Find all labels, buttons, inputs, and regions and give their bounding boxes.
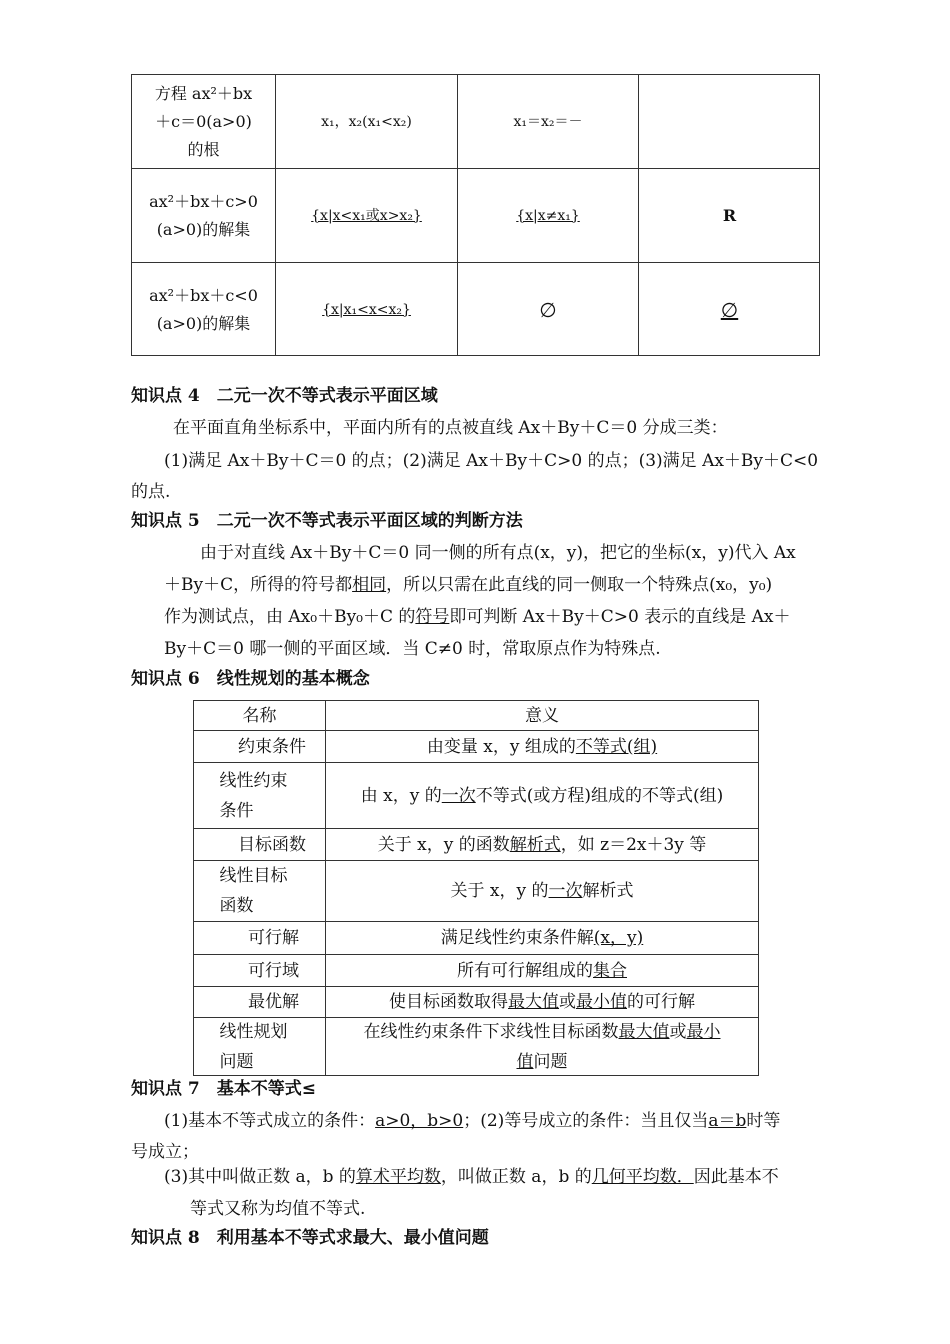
kp7-paragraph-3: (3)其中叫做正数 a，b 的算术平均数，叫做正数 a，b 的几何平均数．因此基本不 xyxy=(164,1167,779,1187)
kp7-paragraph-2: 号成立； xyxy=(131,1142,199,1162)
row-label-gt: ax²＋bx＋c>0 (a>0)的解集 xyxy=(149,191,258,239)
meaning-linear-programming: 在线性约束条件下求线性目标函数最大值或最小值问题 xyxy=(363,1021,721,1072)
kp5-line-4: By＋C＝0 哪一侧的平面区域．当 C≠0 时，常取原点作为特殊点. xyxy=(164,639,661,659)
kp7-paragraph-4: 等式又称为均值不等式. xyxy=(190,1199,366,1219)
term-constraint: 约束条件 xyxy=(238,736,306,757)
term-linear-constraint: 线性约束条件 xyxy=(219,770,288,821)
meaning-feasible-solution: 满足线性约束条件解 (x，y) xyxy=(440,928,644,948)
cell-lt-equal: ∅ xyxy=(539,297,557,322)
term-objective: 目标函数 xyxy=(238,834,306,855)
cell-roots-none xyxy=(639,75,820,168)
linear-programming-table xyxy=(193,700,759,1076)
meaning-linear-constraint: 由 x，y 的一次不等式(或方程)组成的不等式(组) xyxy=(360,785,724,806)
header-name: 名称 xyxy=(242,705,277,726)
kp6-title: 知识点 6 线性规划的基本概念 xyxy=(131,669,370,689)
kp5-line-2: ＋By＋C，所得的符号都相同，所以只需在此直线的同一侧取一个特殊点(x₀，y₀) xyxy=(164,575,773,595)
meaning-linear-objective: 关于 x，y 的 一次 解析式 xyxy=(450,881,634,901)
cell-gt-distinct: {x|x<x₁或x>x₂} xyxy=(311,207,422,224)
kp5-title: 知识点 5 二元一次不等式表示平面区域的判断方法 xyxy=(131,511,523,531)
term-linear-objective: 线性目标函数 xyxy=(219,866,288,916)
meaning-feasible-region: 所有可行解组成的 集合 xyxy=(457,960,627,981)
kp4-paragraph-3: 的点. xyxy=(131,482,171,502)
cell-lt-none: ∅ xyxy=(720,297,739,322)
meaning-constraint: 由变量 x，y 组成的 不等式(组) xyxy=(426,736,658,757)
roots-solution-table xyxy=(131,74,820,356)
header-meaning: 意义 xyxy=(525,705,559,726)
term-feasible-region: 可行域 xyxy=(248,960,299,981)
kp5-line-3: 作为测试点，由 Ax₀＋By₀＋C 的符号即可判断 Ax＋By＋C>0 表示的直线是 Ax＋ xyxy=(164,607,791,627)
cell-gt-equal: {x|x≠x₁} xyxy=(516,207,580,224)
cell-roots-distinct: x₁，x₂(x₁<x₂) xyxy=(321,113,412,130)
kp7-title: 知识点 7 基本不等式≤ xyxy=(131,1079,316,1099)
meaning-objective: 关于 x，y 的函数 解析式 ，如 z＝2x＋3y 等 xyxy=(377,834,707,855)
row-label-roots: 方程 ax²＋bx＋c＝0(a>0)的根 xyxy=(154,83,253,159)
cell-lt-distinct: {x|x₁<x<x₂} xyxy=(322,301,411,318)
term-feasible-solution: 可行解 xyxy=(248,928,299,948)
term-linear-programming: 线性规划问题 xyxy=(219,1021,288,1072)
cell-roots-equal: x₁＝x₂＝－ xyxy=(513,113,583,130)
kp8-title: 知识点 8 利用基本不等式求最大、最小值问题 xyxy=(131,1228,489,1248)
cell-gt-none: R xyxy=(722,205,737,225)
kp4-paragraph-1: 在平面直角坐标系中，平面内所有的点被直线 Ax＋By＋C＝0 分成三类： xyxy=(173,418,728,438)
kp4-title: 知识点 4 二元一次不等式表示平面区域 xyxy=(131,386,438,406)
term-optimal-solution: 最优解 xyxy=(248,992,299,1012)
row-label-lt: ax²＋bx＋c<0 (a>0)的解集 xyxy=(149,285,258,333)
kp5-line-1: 由于对直线 Ax＋By＋C＝0 同一侧的所有点(x，y)，把它的坐标(x，y)代入 Ax xyxy=(200,543,796,563)
meaning-optimal-solution: 使目标函数取得 最大值 或 最小值 的可行解 xyxy=(389,992,695,1012)
kp4-paragraph-2: (1)满足 Ax＋By＋C＝0 的点；(2)满足 Ax＋By＋C>0 的点；(3)满足 Ax＋By＋C<0 xyxy=(164,451,819,471)
kp7-paragraph-1: (1)基本不等式成立的条件：a>0，b>0；(2)等号成立的条件：当且仅当a＝b时等 xyxy=(164,1111,781,1131)
